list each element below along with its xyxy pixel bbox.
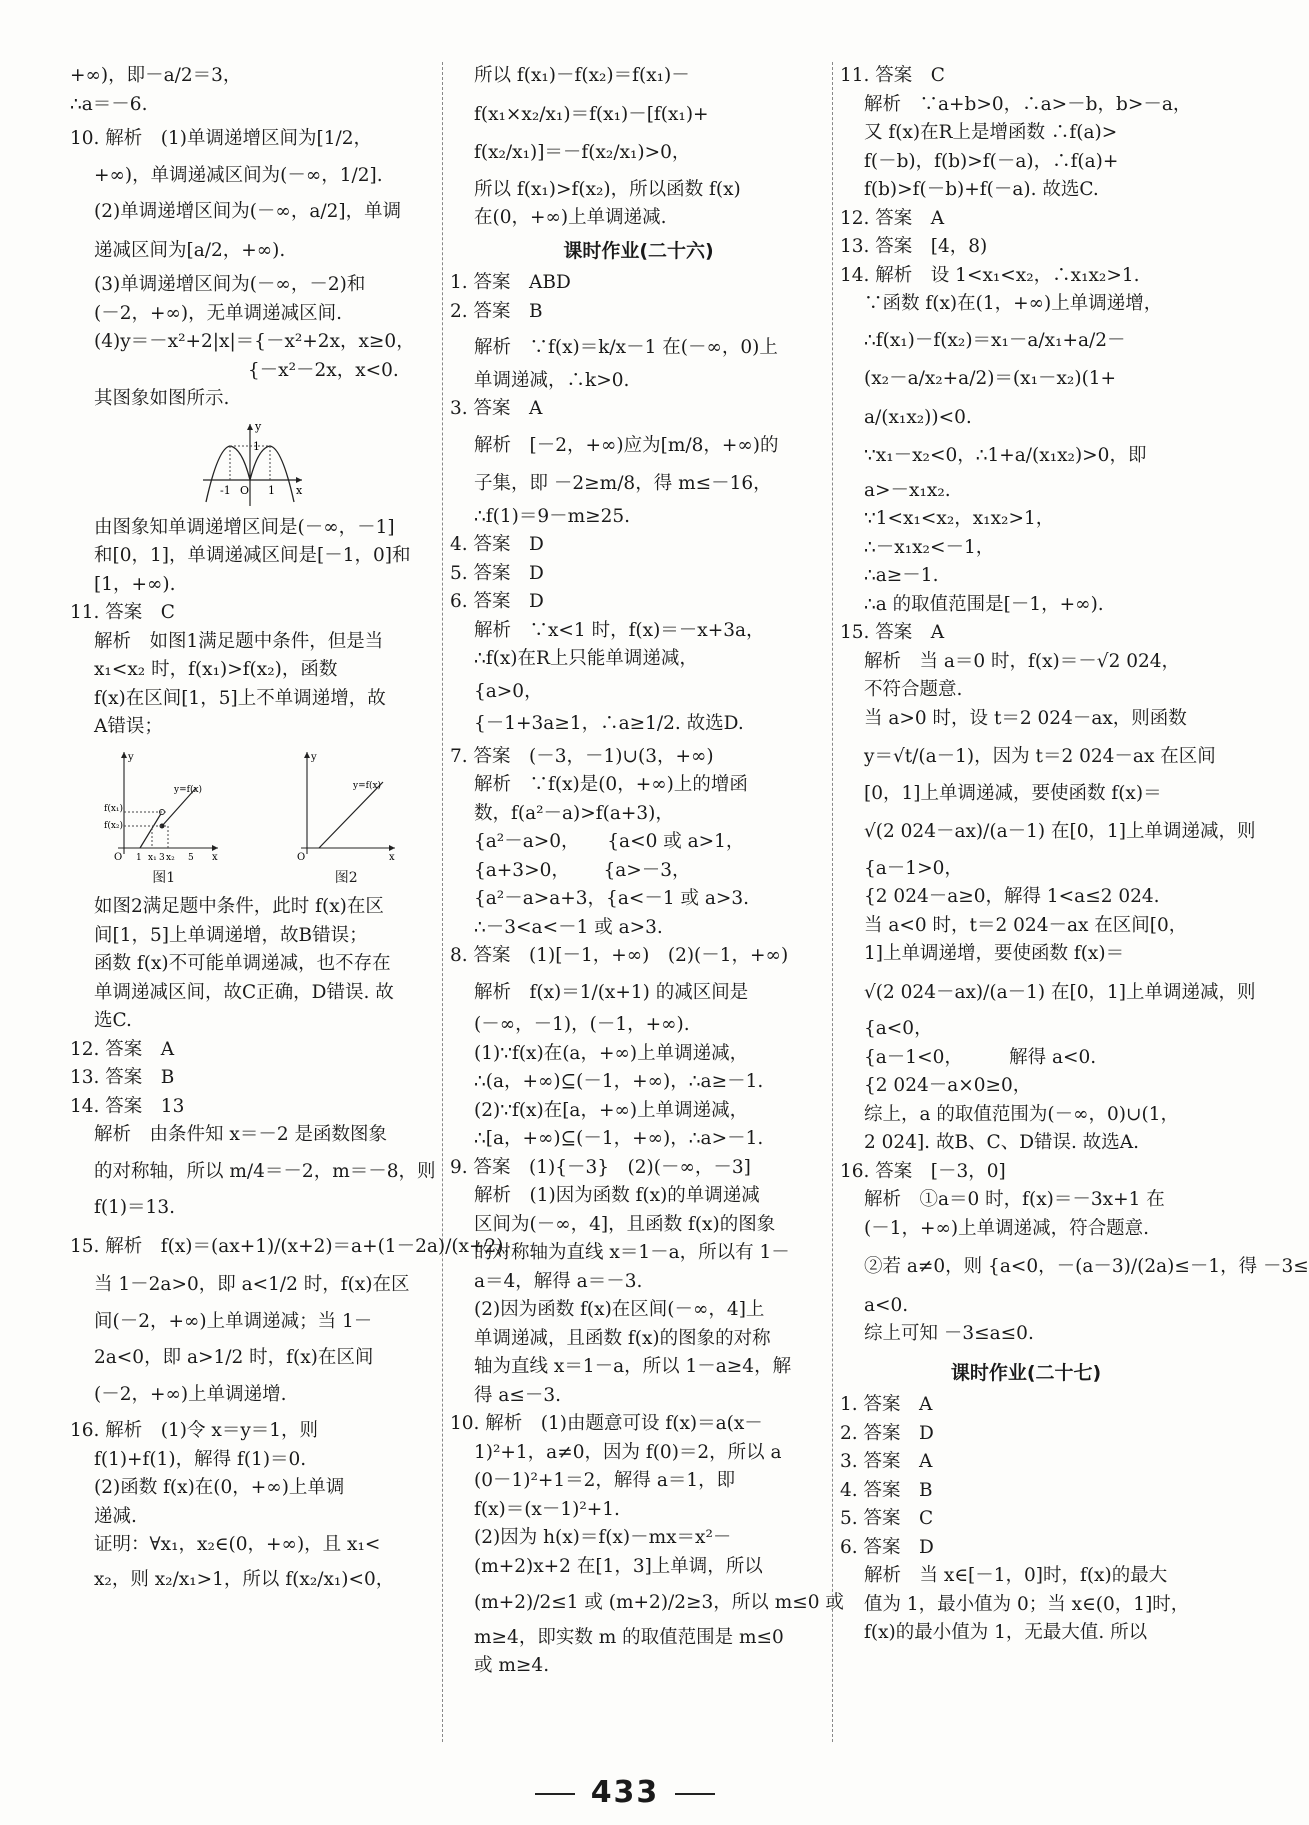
text-line: 和[0，1]，单调递减区间是[－1，0]和 [94, 545, 411, 566]
tick-label: x₁ [147, 852, 157, 863]
text-line: (1)∵f(x)在(a，+∞)上单调递减， [474, 1042, 749, 1064]
text-line: ∵函数 f(x)在(1，+∞)上单调递增， [864, 293, 1163, 314]
text-line: 综上可知 －3≤a≤0. [864, 1323, 1034, 1344]
text-line: 1. 答案 ABD [450, 272, 571, 293]
column-divider-2 [832, 62, 833, 1742]
text-line: (4)y＝－x²+2|x|＝{－x²+2x，x≥0， [94, 331, 415, 352]
tick-label: -1 [219, 483, 231, 497]
axis-label-x: x [211, 851, 218, 863]
text-line: (－2，+∞)，无单调递减区间. [94, 302, 342, 324]
text-line: 解析 ∵f(x)＝k/x－1 在(－∞，0)上 [474, 337, 778, 358]
text-line: 间[1，5]上单调递增，故B错误； [94, 924, 368, 946]
tick-label: 3 [158, 852, 165, 863]
text-line: 14. 解析 设 1<x₁<x₂，∴x₁x₂>1. [840, 264, 1140, 286]
text-line: {a²－a>0， {a<0 或 a>1， [474, 831, 745, 852]
origin-label: O [113, 851, 122, 863]
text-line: 所以 f(x₁)>f(x₂)，所以函数 f(x) [474, 178, 741, 200]
text-line: 6. 答案 D [450, 591, 544, 612]
text-line: 2a<0，即 a>1/2 时，f(x)在区间 [94, 1347, 374, 1368]
label-fx2: f(x₂) [103, 820, 123, 831]
text-line: 又 f(x)在R上是增函数 ∴f(a)> [864, 122, 1118, 143]
text-line: 16. 解析 (1)令 x＝y＝1，则 [70, 1420, 319, 1441]
column-divider-1 [442, 62, 443, 1742]
tick-label: 5 [187, 852, 194, 863]
text-line: √(2 024－ax)/(a－1) 在[0，1]上单调递减，则 [864, 981, 1256, 1003]
text-line: 当 a>0 时，设 t＝2 024－ax，则函数 [864, 707, 1187, 729]
text-line: 2 024]. 故B、C、D错误. 故选A. [864, 1132, 1140, 1153]
text-line: 5. 答案 C [840, 1508, 934, 1529]
label-fx1: f(x₁) [103, 803, 123, 814]
text-line: x₁<x₂ 时，f(x₁)>f(x₂)，函数 [94, 659, 338, 680]
figure-caption: 图2 [334, 870, 358, 886]
text-line: 选C. [94, 1010, 132, 1031]
page-number: 433 [0, 1775, 1250, 1810]
tick-label: 1 [135, 852, 142, 863]
text-line: 当 a<0 时，t＝2 024－ax 在区间[0， [864, 914, 1188, 936]
text-line: 解析 ∵f(x)是(0，+∞)上的增函 [474, 774, 748, 795]
axis-label-y: y [254, 419, 261, 433]
text-line: ∵1<x₁<x₂，x₁x₂>1， [864, 508, 1055, 529]
text-line: f(－b)，f(b)>f(－a)，∴f(a)+ [864, 150, 1119, 172]
origin-label: O [297, 851, 306, 863]
text-line: 13. 答案 [4，8) [840, 236, 988, 257]
text-line: f(x₁×x₂/x₁)＝f(x₁)－[f(x₁)+ [474, 103, 709, 125]
text-line: {a²－a>a+3，{a<－1 或 a>3. [474, 888, 750, 909]
text-line: 解析 ①a＝0 时，f(x)＝－3x+1 在 [864, 1189, 1165, 1210]
text-line: 递减. [94, 1505, 137, 1527]
tick-label: 1 [252, 439, 260, 453]
text-line: f(1)＝13. [94, 1197, 175, 1218]
text-line: 2. 答案 D [840, 1422, 934, 1444]
label-yfx: y=f(x) [173, 784, 202, 795]
text-line: (m+2)x+2 在[1，3]上单调，所以 [474, 1555, 763, 1577]
text-line: (2)函数 f(x)在(0，+∞)上单调 [94, 1477, 345, 1498]
text-line: ∴[a，+∞)⊆(－1，+∞)，∴a>－1. [474, 1128, 764, 1149]
text-line: a<0. [864, 1294, 909, 1316]
text-line: 3. 答案 A [840, 1451, 933, 1472]
label-yfx: y=f(x) [353, 780, 382, 791]
text-line: 7. 答案 (－3，－1)∪(3，+∞) [450, 745, 714, 767]
text-line: ∴a＝－6. [70, 93, 148, 115]
text-line: 4. 答案 D [450, 534, 544, 555]
text-line: 10. 解析 (1)由题意可设 f(x)＝a(x－ [450, 1413, 763, 1434]
text-line: 在(0，+∞)上单调递减. [474, 207, 667, 228]
text-line: 解析 如图1满足题中条件，但是当 [94, 630, 384, 652]
text-line: x₂，则 x₂/x₁>1，所以 f(x₂/x₁)<0， [94, 1568, 395, 1590]
axis-label-x: x [389, 851, 395, 863]
text-line: 解析 由条件知 x＝－2 是函数图象 [94, 1124, 387, 1145]
text-line: f(x₂/x₁)]＝－f(x₂/x₁)>0， [474, 142, 691, 163]
text-line: 11. 答案 C [70, 602, 175, 623]
tick-label: 1 [267, 483, 275, 497]
text-line: √(2 024－ax)/(a－1) 在[0，1]上单调递减，则 [864, 821, 1256, 842]
text-line: 6. 答案 D [840, 1536, 934, 1558]
text-line: 的对称轴，所以 m/4＝－2，m＝－8，则 [94, 1160, 436, 1182]
text-line: 1)²+1，a≠0，因为 f(0)＝2，所以 a [474, 1441, 782, 1463]
text-line: 单调递减，∴k>0. [474, 369, 630, 391]
text-line: (－∞，－1)，(－1，+∞). [474, 1014, 690, 1035]
text-line: f(x)的最小值为 1，无最大值. 所以 [864, 1622, 1148, 1643]
graph-figure [198, 418, 308, 510]
text-line: {a<0， [864, 1018, 933, 1039]
text-line: (3)单调递增区间为(－∞，－2)和 [94, 274, 366, 295]
column-3 [840, 62, 1309, 1648]
text-line: 4. 答案 B [840, 1479, 933, 1501]
text-line: ∴a≥－1. [864, 565, 939, 586]
figure-caption: 图1 [152, 870, 176, 886]
text-line: [1，+∞). [94, 573, 176, 595]
axis-label-y: y [127, 751, 134, 763]
figure-row [70, 748, 435, 888]
figure-1 [104, 748, 224, 888]
text-line: (m+2)/2≤1 或 (m+2)/2≥3，所以 m≤0 或 [474, 1592, 844, 1613]
text-line: 所以 f(x₁)－f(x₂)＝f(x₁)－ [474, 65, 690, 86]
text-line: 数，f(a²－a)>f(a+3)， [474, 802, 674, 824]
text-line: (2)单调递增区间为(－∞，a/2]，单调 [94, 201, 402, 222]
text-line: ∴－3<a<－1 或 a>3. [474, 916, 663, 938]
text-line: 函数 f(x)不可能单调递减，也不存在 [94, 953, 391, 974]
text-line: 区间为(－∞，4]，且函数 f(x)的图象 [474, 1213, 776, 1235]
text-line: +∞)，单调递减区间为(－∞，1/2]. [94, 164, 383, 186]
text-line: 14. 答案 13 [70, 1095, 185, 1117]
text-line: (2)因为函数 f(x)在区间(－∞，4]上 [474, 1299, 765, 1320]
text-line: 综上，a 的取值范围为(－∞，0)∪(1， [864, 1103, 1180, 1125]
text-line: 解析 (1)因为函数 f(x)的单调递减 [474, 1185, 760, 1206]
text-line: f(b)>f(－b)+f(－a). 故选C. [864, 179, 1099, 200]
tick-label: x₂ [165, 852, 175, 863]
text-line: 13. 答案 B [70, 1067, 175, 1088]
text-line: 解析 当 a＝0 时，f(x)＝－√2 024， [864, 650, 1181, 672]
text-line: 解析 当 x∈[－1，0]时，f(x)的最大 [864, 1565, 1168, 1586]
text-line: a＝4，解得 a＝－3. [474, 1270, 643, 1292]
origin-label: O [239, 483, 249, 497]
text-line: +∞)，即－a/2＝3， [70, 65, 242, 86]
text-line: 11. 答案 C [840, 65, 945, 86]
text-line: 得 a≤－3. [474, 1384, 562, 1406]
text-line: 当 1－2a>0，即 a<1/2 时，f(x)在区 [94, 1274, 410, 1295]
text-line: {－1+3a≥1，∴a≥1/2. 故选D. [474, 713, 744, 734]
text-line: 12. 答案 A [70, 1038, 175, 1060]
text-line: 间(－2，+∞)上单调递减；当 1－ [94, 1310, 373, 1332]
text-line: a>－x₁x₂. [864, 479, 951, 501]
text-line: 10. 解析 (1)单调递增区间为[1/2， [70, 128, 372, 149]
text-line: 解析 [－2，+∞)应为[m/8，+∞)的 [474, 434, 779, 456]
text-line: 不符合题意. [864, 679, 963, 700]
text-line: {a>0， [474, 680, 543, 702]
text-line: 证明：∀x₁，x₂∈(0，+∞)，且 x₁< [94, 1534, 381, 1555]
text-line: 3. 答案 A [450, 398, 543, 419]
text-line: 如图2满足题中条件，此时 f(x)在区 [94, 896, 384, 917]
text-line: 12. 答案 A [840, 207, 945, 229]
text-line: ∴f(1)＝9－m≥25. [474, 505, 631, 527]
text-line: 轴为直线 x＝1－a，所以 1－a≥4，解 [474, 1356, 792, 1377]
text-line: {2 024－a≥0，解得 1<a≤2 024. [864, 886, 1160, 907]
axis-label-x: x [295, 483, 302, 497]
text-line: {2 024－a×0≥0， [864, 1075, 1032, 1096]
text-line: 5. 答案 D [450, 562, 544, 584]
text-line: 递减区间为[a/2，+∞). [94, 239, 286, 261]
text-line: 8. 答案 (1)[－1，+∞) (2)(－1，+∞) [450, 945, 789, 966]
text-line: 1. 答案 A [840, 1394, 933, 1415]
text-line: (2)因为 h(x)＝f(x)－mx＝x²－ [474, 1527, 732, 1548]
text-line: {a－1<0， 解得 a<0. [864, 1046, 1097, 1068]
section-heading: 课时作业(二十七) [950, 1361, 1102, 1384]
text-line: 单调递减区间，故C正确，D错误. 故 [94, 981, 394, 1003]
text-line: 9. 答案 (1){－3} (2)(－∞，－3] [450, 1156, 751, 1178]
text-line: 或 m≥4. [474, 1655, 550, 1676]
text-line: (x₂－a/x₂+a/2)＝(x₁－x₂)(1+ [864, 368, 1117, 389]
text-line: 子集，即 －2≥m/8，得 m≤－16， [474, 473, 772, 494]
column-2 [450, 62, 844, 1681]
text-line: 1]上单调递增，要使函数 f(x)＝ [864, 943, 1125, 964]
text-line: 解析 ∵a+b>0，∴a>－b，b>－a， [864, 93, 1192, 115]
text-line: 的对称轴为直线 x＝1－a，所以有 1－ [474, 1242, 790, 1263]
text-line: 15. 解析 f(x)＝(ax+1)/(x+2)＝a+(1－2a)/(x+2)， [70, 1235, 522, 1257]
text-line: 2. 答案 B [450, 300, 543, 322]
text-line: (－1，+∞)上单调递减，符合题意. [864, 1217, 1149, 1239]
text-line: y＝√t/(a－1)，因为 t＝2 024－ax 在区间 [864, 746, 1216, 767]
text-line: (0－1)²+1＝2，解得 a＝1，即 [474, 1470, 736, 1491]
text-line: 值为 1，最小值为 0；当 x∈(0，1]时， [864, 1593, 1190, 1615]
text-line: {a－1>0， [864, 857, 963, 879]
text-line: (－2，+∞)上单调递增. [94, 1383, 287, 1405]
text-line: 16. 答案 [－3，0] [840, 1160, 1006, 1182]
text-line: 15. 答案 A [840, 622, 945, 643]
text-line: ∴(a，+∞)⊆(－1，+∞)，∴a≥－1. [474, 1071, 764, 1092]
text-line: ∴a 的取值范围是[－1，+∞). [864, 593, 1104, 615]
axis-label-y: y [311, 751, 317, 763]
text-line: 由图象知单调递增区间是(－∞，－1] [94, 516, 395, 538]
figure-2 [291, 748, 401, 888]
answer-page [70, 62, 1309, 1752]
text-line: A错误； [94, 716, 163, 737]
text-line: ∴－x₁x₂<－1， [864, 536, 995, 558]
text-line: 解析 ∵x<1 时，f(x)＝－x+3a， [474, 619, 765, 641]
text-line: {－x²－2x，x<0. [94, 359, 399, 381]
text-line: (2)∵f(x)在[a，+∞)上单调递减， [474, 1099, 749, 1121]
text-line: {a+3>0， {a>－3， [474, 859, 691, 881]
text-line: ∵x₁－x₂<0，∴1+a/(x₁x₂)>0，即 [864, 445, 1147, 466]
text-line: ∴f(x₁)－f(x₂)＝x₁－a/x₁+a/2－ [864, 329, 1126, 351]
text-line: a/(x₁x₂))<0. [864, 406, 972, 428]
text-line: [0，1]上单调递减，要使函数 f(x)＝ [864, 782, 1162, 804]
text-line: 单调递减，且函数 f(x)的图象的对称 [474, 1327, 771, 1349]
text-line: ②若 a≠0，则 {a<0，－(a－3)/(2a)≤－1，得 －3≤ [864, 1256, 1309, 1277]
text-line: f(x)＝(x－1)²+1. [474, 1498, 620, 1520]
text-line: f(1)+f(1)，解得 f(1)＝0. [94, 1448, 307, 1470]
text-line: 解析 f(x)＝1/(x+1) 的减区间是 [474, 981, 749, 1003]
section-heading: 课时作业(二十六) [563, 239, 714, 262]
text-line: f(x)在区间[1，5]上不单调递增，故 [94, 687, 386, 709]
text-line: 其图象如图所示. [94, 388, 230, 409]
text-line: m≥4，即实数 m 的取值范围是 m≤0 [474, 1626, 784, 1648]
text-line: ∴f(x)在R上只能单调递减， [474, 648, 698, 669]
